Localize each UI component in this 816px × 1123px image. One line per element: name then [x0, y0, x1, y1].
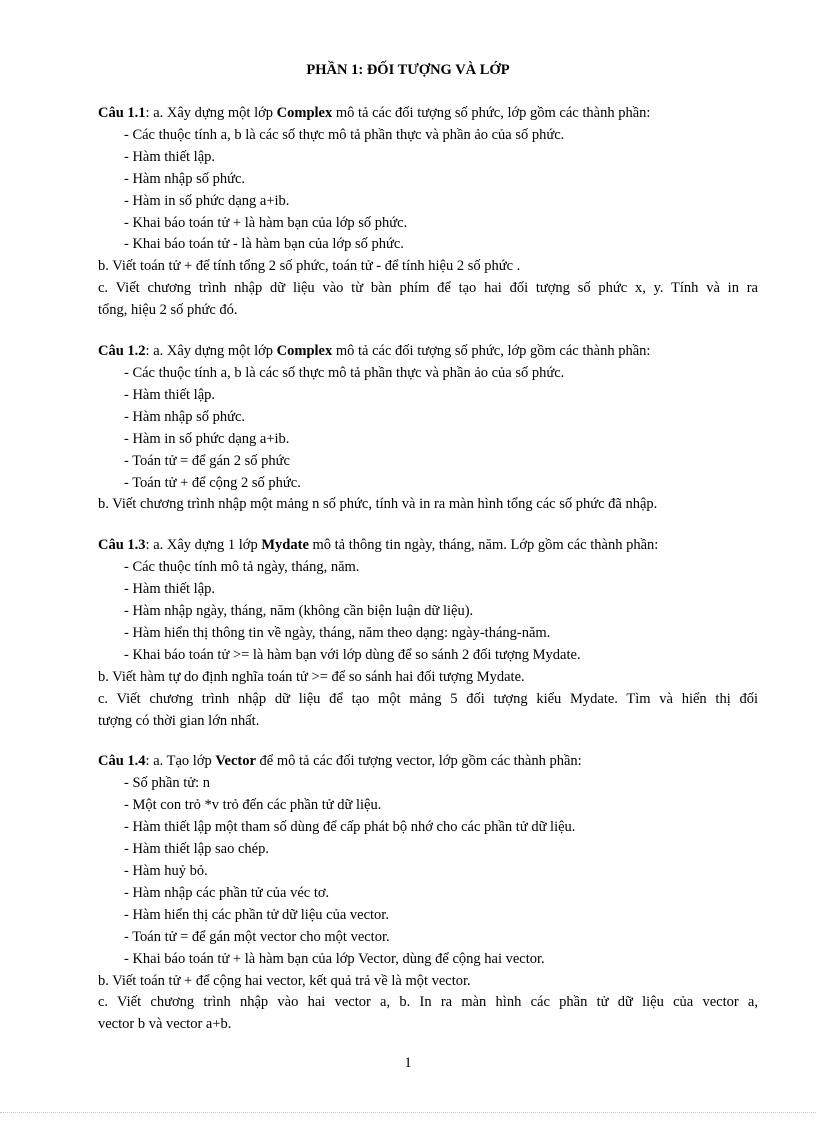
- list-item: - Hàm thiết lập.: [124, 581, 216, 598]
- list-item: - Khai báo toán tử + là hàm bạn của lớp Vector, dùng để cộng hai vector.: [124, 950, 545, 967]
- part-text: vector b và vector a+b.: [98, 1016, 232, 1033]
- question-1-3: [98, 535, 758, 732]
- page-bottom-divider: [0, 1112, 816, 1113]
- class-name: Vector: [215, 753, 256, 770]
- part-text: c. Viết chương trình nhập dữ liệu để tạo một mảng 5 đối tượng kiểu Mydate. Tìm và hiển thị đối: [98, 690, 758, 707]
- list-item: - Toán tử = để gán một vector cho một vector.: [124, 928, 390, 945]
- question-label: Câu 1.1: [98, 105, 146, 121]
- part-text: b. Viết toán tử + để tính tổng 2 số phức, toán tử - để tính hiệu 2 số phức .: [98, 258, 521, 275]
- part-text: tượng có thời gian lớn nhất.: [98, 712, 260, 729]
- page-number: 1: [404, 1055, 412, 1071]
- part-text: b. Viết toán tử + để cộng hai vector, kết quả trả về là một vector.: [98, 972, 471, 989]
- list-item: - Khai báo toán tử - là hàm bạn của lớp số phức.: [124, 236, 404, 253]
- question-intro: Câu 1.4: a. Tạo lớp Vector để mô tả các đối tượng vector, lớp gồm các thành phần:: [98, 753, 582, 770]
- question-intro: Câu 1.3: a. Xây dựng 1 lớp Mydate mô tả thông tin ngày, tháng, năm. Lớp gồm các thành phần:: [98, 537, 659, 554]
- question-label: Câu 1.2: [98, 343, 146, 360]
- list-item: - Hàm nhập ngày, tháng, năm (không cần biện luận dữ liệu).: [124, 603, 474, 620]
- list-item: - Một con trỏ *v trỏ đến các phần tử dữ liệu.: [124, 797, 382, 814]
- question-intro: Câu 1.1: a. Xây dựng một lớp Complex mô tả các đối tượng số phức, lớp gồm các thành phần:: [98, 105, 651, 121]
- list-item: - Hàm thiết lập.: [124, 386, 216, 403]
- list-item: - Toán tử + để cộng 2 số phức.: [124, 474, 301, 491]
- question-label: Câu 1.3: [98, 537, 146, 554]
- page-title: PHẦN 1: ĐỐI TƯỢNG VÀ LỚP: [306, 62, 510, 78]
- list-item: - Khai báo toán tử + là hàm bạn của lớp số phức.: [124, 214, 408, 231]
- list-item: - Các thuộc tính a, b là các số thực mô tả phần thực và phần ảo của số phức.: [124, 364, 565, 381]
- question-intro: Câu 1.2: a. Xây dựng một lớp Complex mô tả các đối tượng số phức, lớp gồm các thành phần:: [98, 343, 651, 360]
- part-text: b. Viết chương trình nhập một mảng n số phức, tính và in ra màn hình tổng các số phức đã nhập.: [98, 496, 658, 513]
- exercise-list: [98, 103, 758, 1055]
- list-item: - Hàm nhập số phức.: [124, 170, 246, 187]
- list-item: - Hàm thiết lập một tham số dùng để cấp phát bộ nhớ cho các phần tử dữ liệu.: [124, 819, 576, 836]
- class-name: Complex: [276, 105, 333, 121]
- part-text: b. Viết hàm tự do định nghĩa toán tử >= để so sánh hai đối tượng Mydate.: [98, 668, 525, 685]
- list-item: - Hàm hiển thị thông tin về ngày, tháng, năm theo dạng: ngày-tháng-năm.: [124, 624, 551, 641]
- part-text: tổng, hiệu 2 số phức đó.: [98, 302, 238, 319]
- list-item: - Hàm nhập số phức.: [124, 408, 246, 425]
- question-1-2: [98, 341, 758, 516]
- list-item: - Toán tử = để gán 2 số phức: [124, 452, 290, 469]
- part-text: c. Viết chương trình nhập dữ liệu vào từ bàn phím để tạo hai đối tượng số phức x, y. Tính và in ra: [98, 280, 758, 297]
- question-1-4: [98, 751, 758, 1036]
- list-item: - Các thuộc tính mô tả ngày, tháng, năm.: [124, 559, 360, 576]
- list-item: - Khai báo toán tử >= là hàm bạn với lớp dùng để so sánh 2 đối tượng Mydate.: [124, 646, 581, 663]
- list-item: - Hàm nhập các phần tử của véc tơ.: [124, 884, 330, 901]
- list-item: - Hàm in số phức dạng a+ib.: [124, 430, 290, 447]
- list-item: - Hàm in số phức dạng a+ib.: [124, 192, 290, 209]
- question-label: Câu 1.4: [98, 753, 146, 770]
- list-item: - Số phần tử: n: [124, 775, 210, 792]
- list-item: - Hàm hiển thị các phần tử dữ liệu của vector.: [124, 906, 389, 923]
- class-name: Complex: [276, 343, 333, 360]
- list-item: - Hàm thiết lập sao chép.: [124, 841, 269, 858]
- list-item: - Các thuộc tính a, b là các số thực mô tả phần thực và phần ảo của số phức.: [124, 126, 565, 143]
- list-item: - Hàm thiết lập.: [124, 148, 216, 165]
- question-1-1: [98, 103, 758, 322]
- list-item: - Hàm huỷ bỏ.: [124, 863, 208, 879]
- class-name: Mydate: [261, 537, 309, 554]
- part-text: c. Viết chương trình nhập vào hai vector a, b. In ra màn hình các phần tử dữ liệu của vector a,: [98, 994, 758, 1011]
